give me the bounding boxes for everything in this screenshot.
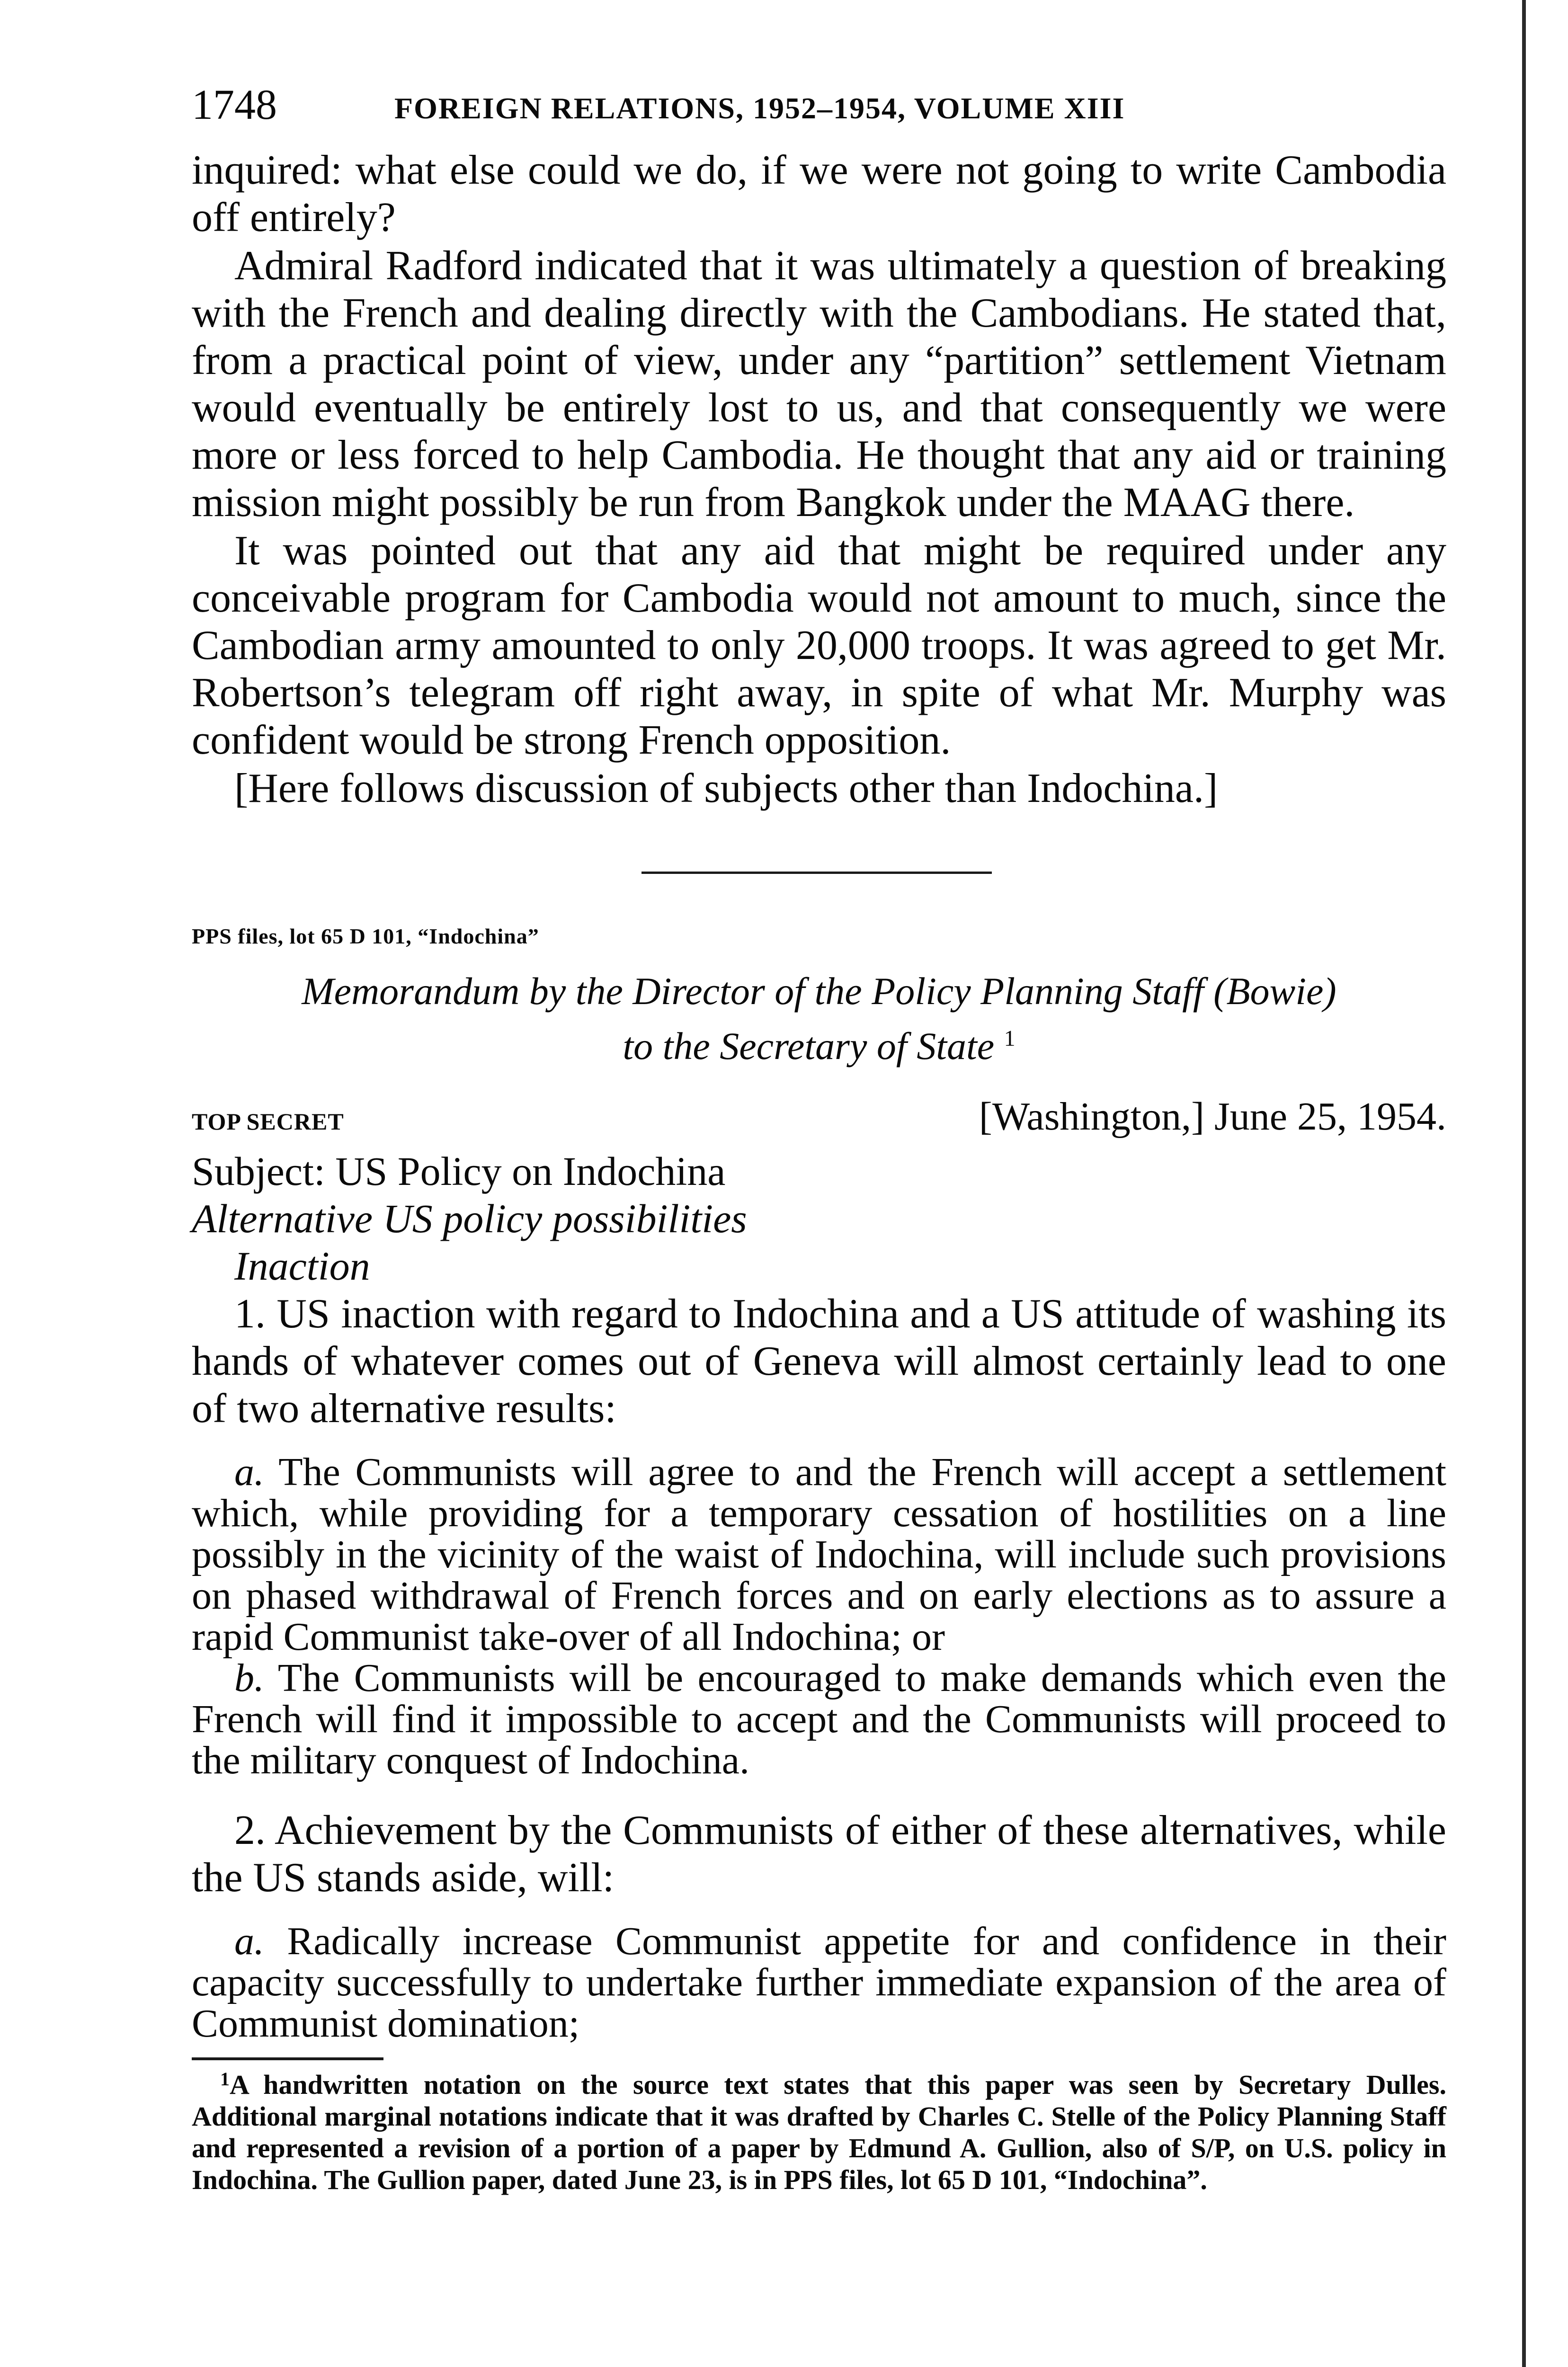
- dateline-row: [192, 1094, 1446, 1141]
- editorial-note: [Here follows discussion of subjects other than Indochina.]: [234, 765, 1218, 811]
- subparagraph-1b: [192, 1657, 1446, 1781]
- numbered-paragraph-1: 1. US inaction with regard to Indochina and a US attitude of washing its hands of whatever comes out of Geneva will almost certainly lead to one of two alternative results:: [192, 1291, 1446, 1432]
- page-edge-line: [1522, 0, 1526, 2367]
- continuation-paragraph-1: inquired: what else could we do, if we were not going to write Cambodia off entirely?: [192, 147, 1446, 240]
- classification-label: TOP SECRET: [192, 1108, 344, 1135]
- document-title-line-1: Memorandum by the Director of the Policy Planning Staff (Bowie): [302, 970, 1336, 1013]
- subject-line: Subject: US Policy on Indochina: [192, 1148, 726, 1194]
- numbered-paragraph-2: 2. Achievement by the Communists of either of these alternatives, while the US stands aside, will:: [192, 1807, 1446, 1901]
- source-citation: PPS files, lot 65 D 101, “Indochina”: [192, 924, 539, 948]
- footnote-rule: [192, 2057, 383, 2060]
- subparagraph-1a-text: The Communists will agree to and the French will accept a settlement which, while providing for a temporary cessation of hostilities on a line possibly in the vicinity of the waist of Indochina, will include such provisions on phased withdrawal of French forces and on early elections as to assure a rapid Communist take-over of all Indochina; or: [192, 1450, 1446, 1659]
- subparagraph-1a: [192, 1451, 1446, 1657]
- document-title-line-2: [192, 1015, 1446, 1070]
- footnote: [192, 2063, 1446, 2196]
- running-head: FOREIGN RELATIONS, 1952–1954, VOLUME XIII: [394, 91, 1125, 125]
- subparagraph-2a-text: Radically increase Communist appetite for and confidence in their capacity successfully to undertake further immediate expansion of the area of Communist domination;: [192, 1919, 1446, 2046]
- footnote-mark: 1: [220, 2068, 230, 2090]
- document-page: [192, 71, 1446, 2367]
- subparagraph-1a-letter: a.: [234, 1450, 264, 1494]
- heading-inaction: Inaction: [234, 1243, 370, 1289]
- section-divider: [641, 872, 992, 874]
- footnote-text: A handwritten notation on the source text states that this paper was seen by Secretary Dulles. Additional marginal notations indicate that it was drafted by Charles C. Stelle of the Policy Planning Staff and represented a revision of a portion of a paper by Edmund A. Gullion, also of S/P, on U.S. policy in Indochina. The Gullion paper, dated June 23, is in PPS files, lot 65 D 101, “Indochina”.: [192, 2069, 1446, 2195]
- page-header: [192, 71, 1446, 147]
- subparagraph-1b-text: The Communists will be encouraged to make demands which even the French will find it impossible to accept and the Communists will proceed to the military conquest of Indochina.: [192, 1656, 1446, 1782]
- dateline: [Washington,] June 25, 1954.: [979, 1095, 1446, 1139]
- page-number: 1748: [192, 81, 277, 128]
- subparagraph-2a: [192, 1921, 1446, 2044]
- footnote-reference: 1: [1004, 1026, 1016, 1051]
- continuation-paragraph-3: It was pointed out that any aid that might be required under any conceivable program for Cambodia would not amount to much, since the Cambodian army amounted to only 20,000 troops. It was agreed to get Mr. Robertson’s telegram off right away, in spite of what Mr. Murphy was confident would be strong French opposition.: [192, 528, 1446, 763]
- heading-alternatives: Alternative US policy possibilities: [192, 1196, 747, 1241]
- subparagraph-2a-letter: a.: [234, 1919, 264, 1963]
- continuation-paragraph-2: Admiral Radford indicated that it was ultimately a question of breaking with the French and dealing directly with the Cambodians. He stated that, from a practical point of view, under any “partition” settlement Vietnam would eventually be entirely lost to us, and that consequently we were more or less forced to help Cambodia. He thought that any aid or training mission might possibly be run from Bangkok under the MAAG there.: [192, 243, 1446, 525]
- document-title: [192, 968, 1446, 1070]
- document-title-line-2-text: to the Secretary of State: [623, 1024, 995, 1068]
- subparagraph-1b-letter: b.: [234, 1656, 264, 1700]
